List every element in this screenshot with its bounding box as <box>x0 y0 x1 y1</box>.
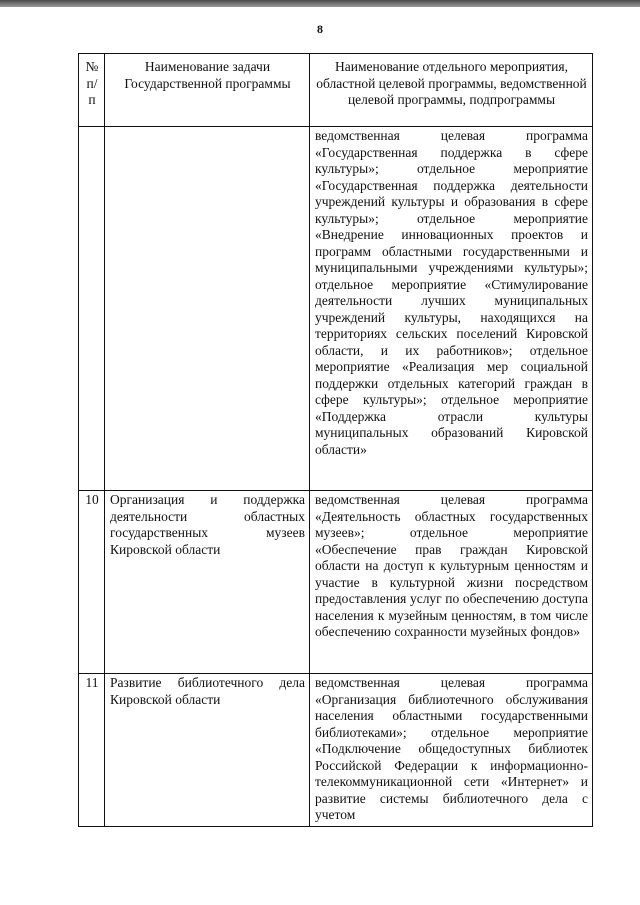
table-row <box>79 491 593 674</box>
header-num: № п/п <box>79 54 105 127</box>
row-task: Организация и поддержка деятельности областных государственных музеев Кировской области <box>105 491 310 674</box>
row-num: 10 <box>79 491 105 674</box>
scan-top-border <box>0 0 640 7</box>
row-event: ведомственная целевая программа «Деятельность областных государственных музеев»; отдельное мероприятие «Обеспечение прав граждан Кировской области на доступ к культурным ценностям и участие в культурной жизни посредством предоставления услуг по обеспечению доступа населения к музейным ценностям, в том числе обеспечению сохранности музейных фондов» <box>310 491 593 674</box>
row-event: ведомственная целевая программа «Государственная поддержка в сфере культуры»; отдельное мероприятие «Государственная поддержка деятельности учреждений культуры и образования в сфере культуры»; отдельное мероприятие «Внедрение инновационных проектов и программ областными государственными и муниципальными учреждениями культуры»; отдельное мероприятие «Стимулирование деятельности лучших муниципальных учреждений культуры, находящихся на территориях сельских поселений Кировской области, и их работников»; отдельное мероприятие «Реализация мер социальной поддержки отдельных категорий граждан в сфере культуры»; отдельное мероприятие «Поддержка отрасли культуры муниципальных образований Кировской области» <box>310 127 593 491</box>
row-task <box>105 127 310 491</box>
row-num <box>79 127 105 491</box>
table-row <box>79 127 593 491</box>
row-task: Развитие библиотечного дела Кировской области <box>105 674 310 827</box>
table-header-row <box>79 54 593 127</box>
table-row <box>79 674 593 827</box>
row-num: 11 <box>79 674 105 827</box>
row-event: ведомственная целевая программа «Организация библиотечного обслуживания населения областными государственными библиотеками»; отдельное мероприятие «Подключение общедоступных библиотек Российской Федерации к информационно-телекоммуникационной сети «Интернет» и развитие системы библиотечного дела с учетом <box>310 674 593 827</box>
page-number: 8 <box>317 22 323 36</box>
header-event: Наименование отдельного мероприятия, областной целевой программы, ведомственной целевой программы, подпрограммы <box>310 54 593 127</box>
header-task: Наименование задачи Государственной программы <box>105 54 310 127</box>
program-table <box>78 53 593 827</box>
